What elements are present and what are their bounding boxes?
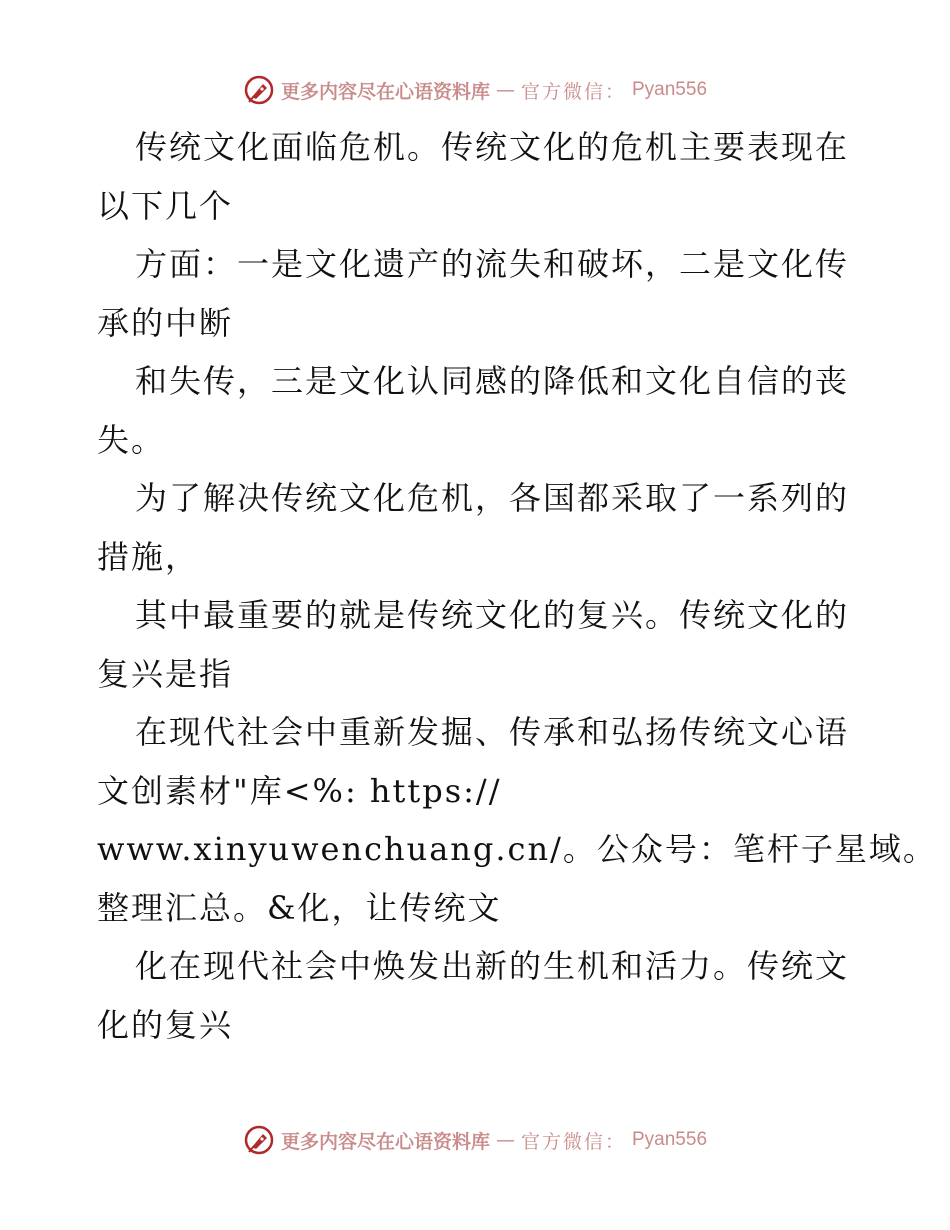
body-line: 其中最重要的就是传统文化的复兴。传统文化的 bbox=[135, 596, 850, 634]
body-line: 化在现代社会中焕发出新的生机和活力。传统文 bbox=[135, 947, 850, 985]
body-line: 复兴是指 bbox=[97, 654, 234, 693]
pen-nib-circle-logo-icon bbox=[243, 1124, 275, 1156]
body-line: 措施， bbox=[97, 537, 200, 576]
banner-main-text: 更多内容尽在心语资料库 bbox=[280, 1130, 490, 1153]
banner-wechat-id: Pyan556 bbox=[632, 79, 708, 100]
body-line-url: www.xinyuwenchuang.cn/。公众号：笔杆子星域。 bbox=[97, 830, 937, 868]
body-line: 传统文化面临危机。传统文化的危机主要表现在 bbox=[135, 128, 850, 166]
body-line: 和失传，三是文化认同感的降低和文化自信的丧 bbox=[135, 362, 850, 400]
header-banner bbox=[0, 72, 950, 108]
body-line: 失。 bbox=[97, 420, 166, 459]
footer-banner bbox=[0, 1122, 950, 1158]
body-line: 在现代社会中重新发掘、传承和弘扬传统文心语 bbox=[135, 713, 850, 751]
body-line: 以下几个 bbox=[97, 186, 234, 225]
pen-nib-circle-logo-icon bbox=[243, 74, 275, 106]
document-body bbox=[97, 118, 937, 1054]
banner-wechat-label: 官方微信： bbox=[520, 1130, 626, 1153]
banner-dash: — bbox=[495, 79, 515, 101]
body-line: 方面：一是文化遗产的流失和破坏，二是文化传 bbox=[135, 245, 850, 283]
body-line: 文创素材"库<%: https:// bbox=[97, 771, 502, 810]
body-line: 整理汇总。&化，让传统文 bbox=[97, 888, 502, 927]
body-line: 承的中断 bbox=[97, 303, 234, 342]
banner-wechat-id: Pyan556 bbox=[632, 1129, 708, 1150]
banner-main-text: 更多内容尽在心语资料库 bbox=[280, 80, 490, 103]
banner-wechat-label: 官方微信： bbox=[520, 80, 626, 103]
banner-dash: — bbox=[495, 1129, 515, 1151]
body-line: 化的复兴 bbox=[97, 1005, 234, 1044]
body-line: 为了解决传统文化危机，各国都采取了一系列的 bbox=[135, 479, 850, 517]
